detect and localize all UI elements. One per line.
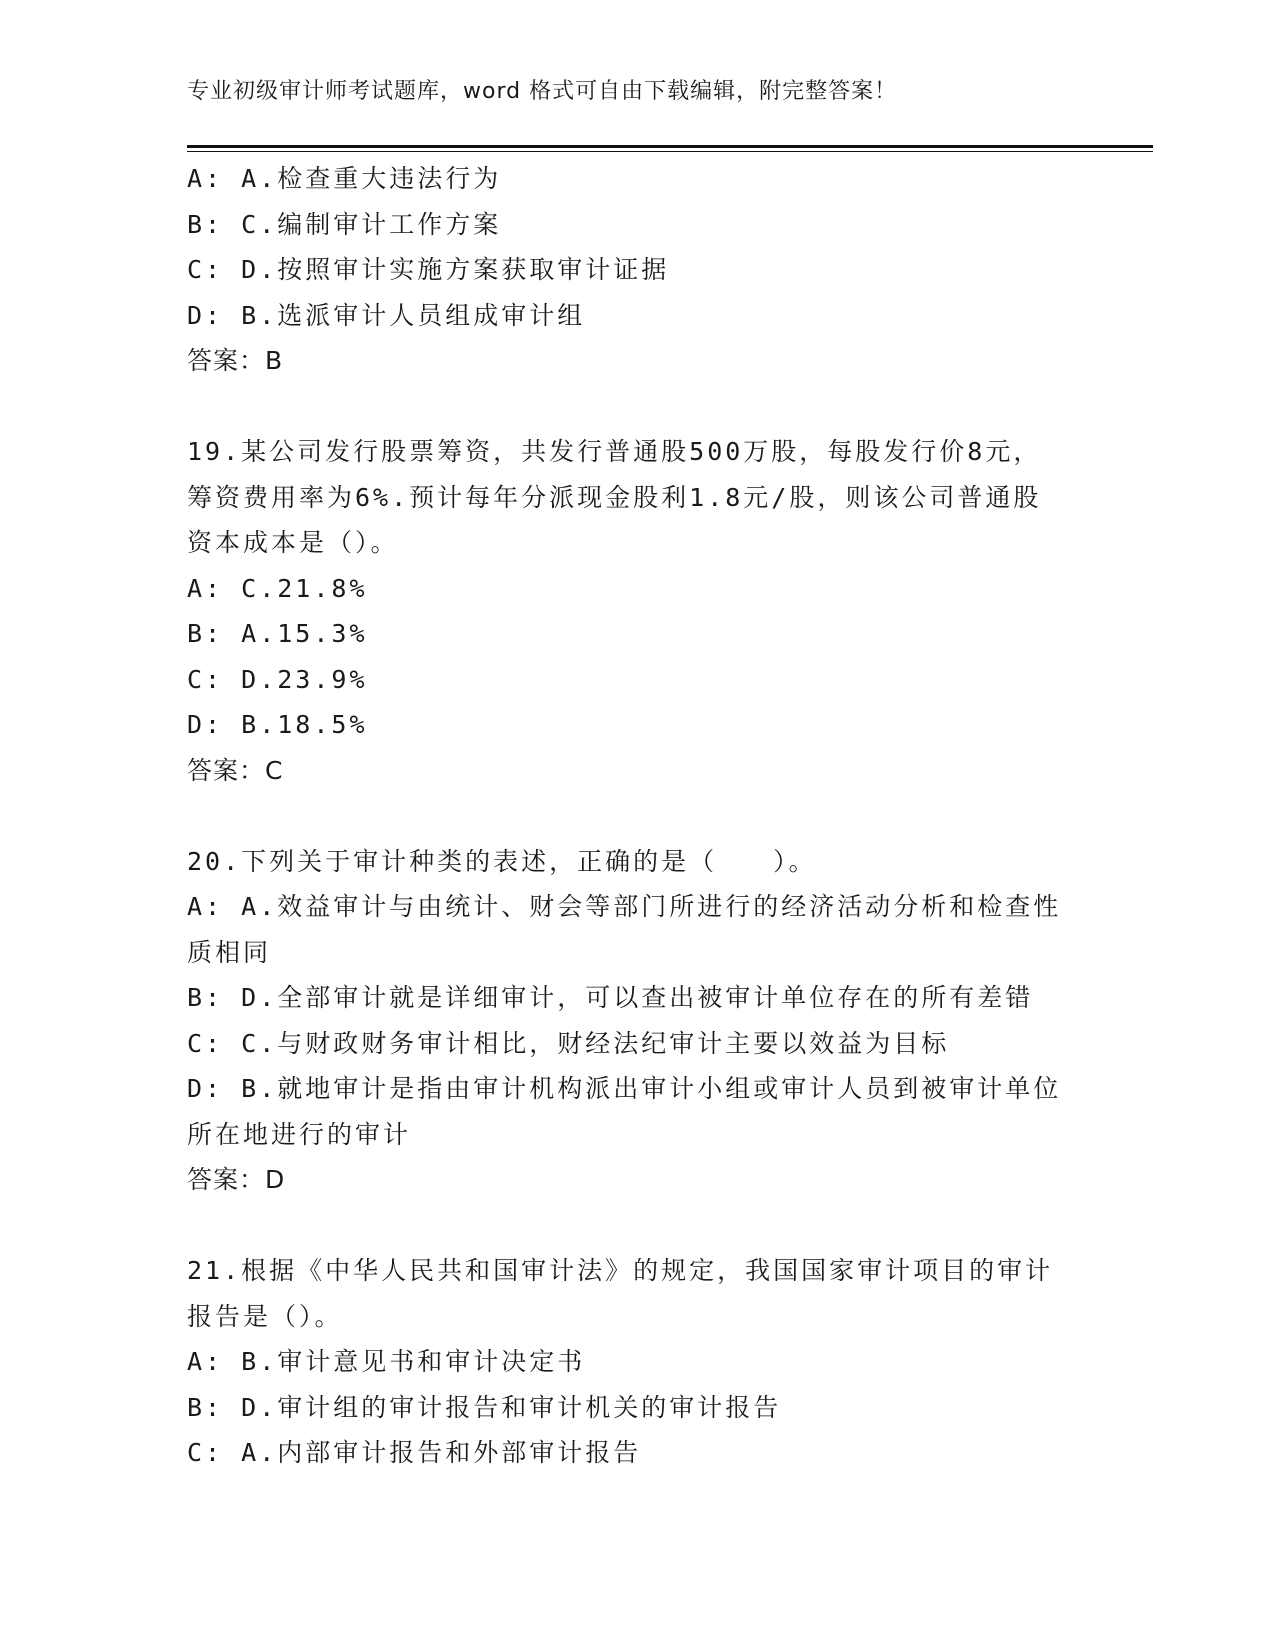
question-stem: 21.根据《中华人民共和国审计法》的规定，我国国家审计项目的审计: [187, 1256, 1054, 1285]
option-d: D: B.就地审计是指由审计机构派出审计小组或审计人员到被审计单位: [187, 1074, 1062, 1103]
option-a: A: B.审计意见书和审计决定书: [187, 1347, 586, 1376]
option-b: B: A.15.3%: [187, 619, 368, 648]
question-18: [187, 156, 1077, 384]
answer: 答案：B: [187, 346, 284, 375]
question-20: [187, 839, 1077, 1203]
document-body: [187, 156, 1077, 1476]
option-b: B: D.全部审计就是详细审计，可以查出被审计单位存在的所有差错: [187, 983, 1034, 1012]
option-c: C: C.与财政财务审计相比，财经法纪审计主要以效益为目标: [187, 1028, 950, 1058]
question-stem: 19.某公司发行股票筹资，共发行普通股500万股，每股发行价8元，: [187, 437, 1042, 466]
option-a: A: C.21.8%: [187, 573, 368, 603]
header-rule-thin: [187, 151, 1153, 152]
option-b: B: D.审计组的审计报告和审计机关的审计报告: [187, 1392, 782, 1422]
question-stem: 资本成本是（）。: [187, 528, 399, 557]
question-stem: 20.下列关于审计种类的表述，正确的是（ ）。: [187, 846, 817, 876]
option-c: C: D.按照审计实施方案获取审计证据: [187, 255, 670, 284]
answer: 答案：D: [187, 1165, 286, 1194]
option-a: A: A.效益审计与由统计、财会等部门所进行的经济活动分析和检查性: [187, 892, 1062, 921]
option-c: C: D.23.9%: [187, 664, 368, 694]
question-19: [187, 429, 1077, 793]
answer: 答案：C: [187, 755, 284, 785]
question-21: [187, 1248, 1077, 1476]
option-d: D: B.18.5%: [187, 710, 368, 739]
option-c: C: A.内部审计报告和外部审计报告: [187, 1438, 642, 1467]
option-d: D: B.选派审计人员组成审计组: [187, 300, 586, 330]
question-stem: 筹资费用率为6%.预计每年分派现金股利1.8元/股，则该公司普通股: [187, 482, 1042, 512]
option-d-continued: 所在地进行的审计: [187, 1119, 412, 1149]
page-header: 专业初级审计师考试题库，word 格式可自由下载编辑，附完整答案！: [187, 79, 898, 104]
option-b: B: C.编制审计工作方案: [187, 209, 502, 239]
option-a-continued: 质相同: [187, 937, 272, 967]
header-rule-thick: [187, 145, 1153, 148]
question-stem: 报告是（）。: [187, 1301, 343, 1331]
option-a: A: A.检查重大违法行为: [187, 164, 502, 193]
